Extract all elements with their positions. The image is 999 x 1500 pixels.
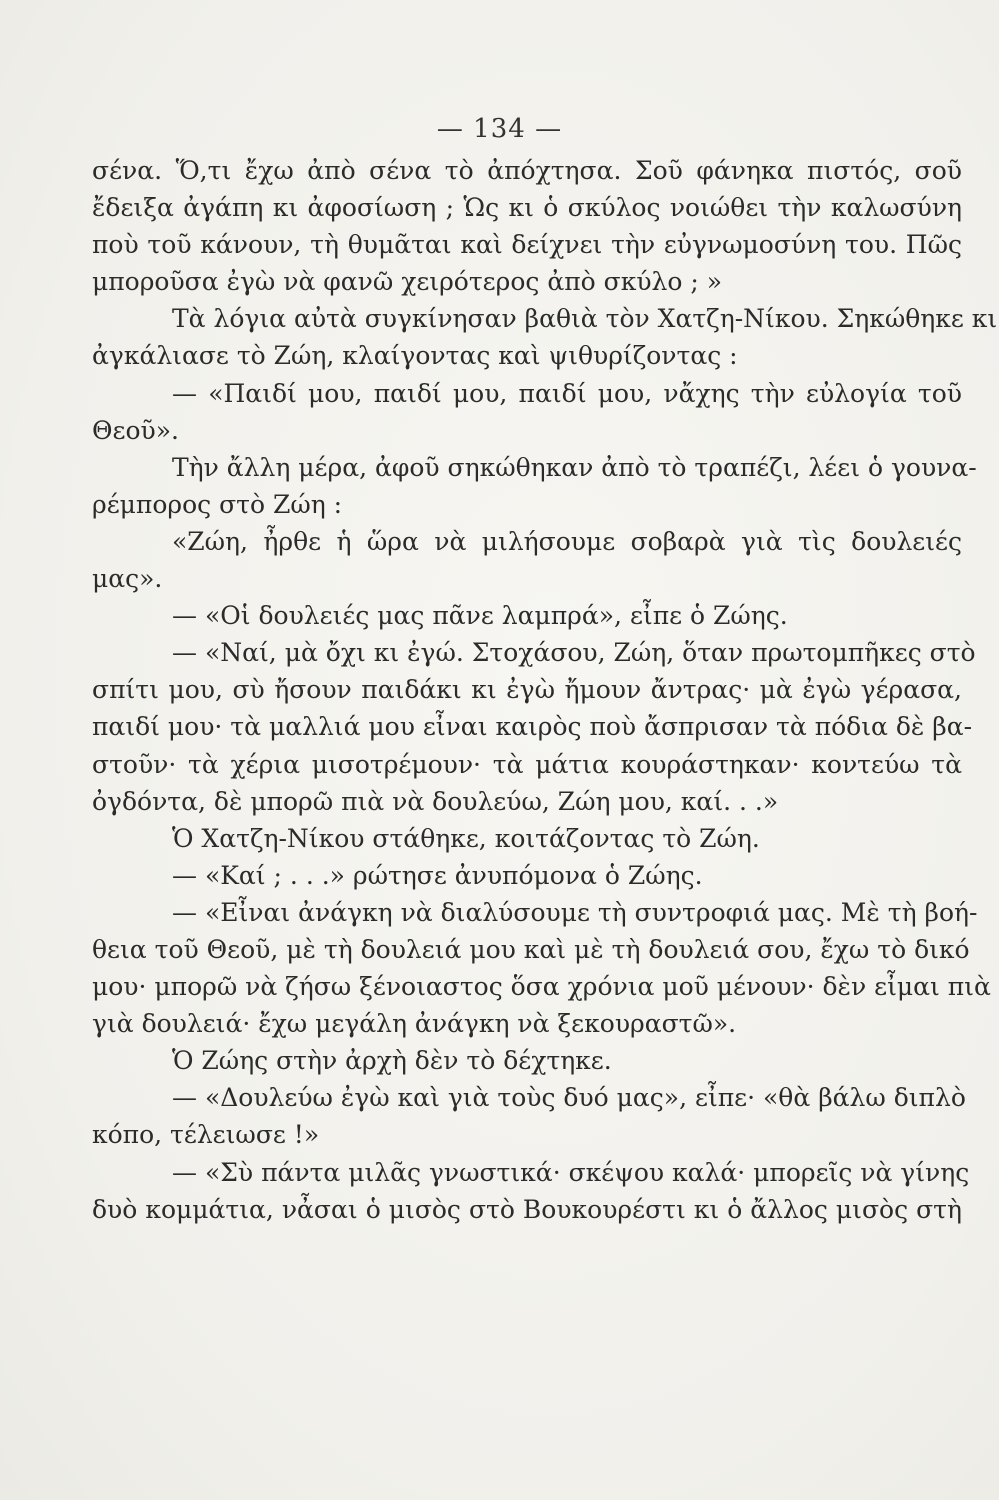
text-line: δυὸ κομμάτια, νἆσαι ὁ μισὸς στὸ Βουκουρέστι κι ὁ ἄλλος μισὸς στὴ: [92, 1194, 962, 1224]
text-line: Ὁ Χατζη-Νίκου στάθηκε, κοιτάζοντας τὸ Ζώη.: [172, 823, 760, 853]
text-line: στοῦν· τὰ χέρια μισοτρέμουν· τὰ μάτια κουράστηκαν· κοντεύω τὰ: [92, 749, 962, 779]
text-line: — «Σὺ πάντα μιλᾶς γνωστικά· σκέψου καλά· μπορεῖς νὰ γίνης: [172, 1157, 970, 1187]
text-line: — «Παιδί μου, παιδί μου, παιδί μου, νἄχης τὴν εὐλογία τοῦ: [172, 378, 962, 408]
text-line: μας».: [92, 564, 163, 594]
text-line: θεια τοῦ Θεοῦ, μὲ τὴ δουλειά μου καὶ μὲ τὴ δουλειά σου, ἔχω τὸ δικό: [92, 934, 970, 964]
text-line: κόπο, τέλειωσε !»: [92, 1120, 320, 1150]
text-line: σπίτι μου, σὺ ἤσουν παιδάκι κι ἐγὼ ἤμουν ἄντρας· μὰ ἐγὼ γέρασα,: [92, 675, 962, 705]
text-line: μου· μπορῶ νὰ ζήσω ξένοιαστος ὅσα χρόνια μοῦ μένουν· δὲν εἶμαι πιὰ: [92, 972, 991, 1002]
text-line: — «Δουλεύω ἐγὼ καὶ γιὰ τοὺς δυό μας», εἶπε· «θὰ βάλω διπλὸ: [172, 1083, 966, 1113]
text-line: — «Οἱ δουλειές μας πᾶνε λαμπρά», εἶπε ὁ Ζώης.: [172, 601, 788, 631]
page-number: — 134 —: [436, 114, 563, 144]
text-line: Ὁ Ζώης στὴν ἀρχὴ δὲν τὸ δέχτηκε.: [172, 1046, 612, 1076]
text-line: — «Ναί, μὰ ὄχι κι ἐγώ. Στοχάσου, Ζώη, ὅταν πρωτομπῆκες στὸ: [172, 638, 976, 668]
text-line: ὀγδόντα, δὲ μπορῶ πιὰ νὰ δουλεύω, Ζώη μου, καί. . .»: [92, 786, 779, 816]
text-line: — «Καί ; . . .» ρώτησε ἀνυπόμονα ὁ Ζώης.: [172, 860, 703, 890]
text-line: σένα. Ὅ,τι ἔχω ἀπὸ σένα τὸ ἀπόχτησα. Σοῦ φάνηκα πιστός, σοῦ: [92, 156, 962, 185]
text-line: Τὰ λόγια αὐτὰ συγκίνησαν βαθιὰ τὸν Χατζη-Νίκου. Σηκώθηκε κι: [172, 304, 998, 334]
text-line: «Ζώη, ἦρθε ἡ ὥρα νὰ μιλήσουμε σοβαρὰ γιὰ τὶς δουλειές: [172, 526, 962, 556]
text-line: ποὺ τοῦ κάνουν, τὴ θυμᾶται καὶ δείχνει τὴν εὐγνωμοσύνη του. Πῶς: [92, 230, 962, 260]
text-line: ρέμπορος στὸ Ζώη :: [92, 489, 343, 519]
text-line: Τὴν ἄλλη μέρα, ἀφοῦ σηκώθηκαν ἀπὸ τὸ τραπέζι, λέει ὁ γουνα-: [172, 452, 977, 482]
text-line: Θεοῦ».: [92, 415, 179, 445]
text-line: ἀγκάλιασε τὸ Ζώη, κλαίγοντας καὶ ψιθυρίζοντας :: [92, 341, 738, 371]
text-line: ἔδειξα ἀγάπη κι ἀφοσίωση ; Ὡς κι ὁ σκύλος νοιώθει τὴν καλωσύνη: [92, 193, 962, 223]
text-line: μποροῦσα ἐγὼ νὰ φανῶ χειρότερος ἀπὸ σκύλο ; »: [92, 267, 723, 297]
body-text: [92, 152, 998, 1228]
text-line: παιδί μου· τὰ μαλλιά μου εἶναι καιρὸς ποὺ ἄσπρισαν τὰ πόδια δὲ βα-: [92, 712, 973, 742]
text-line: γιὰ δουλειά· ἔχω μεγάλη ἀνάγκη νὰ ξεκουραστῶ».: [92, 1009, 737, 1039]
text-line: — «Εἶναι ἀνάγκη νὰ διαλύσουμε τὴ συντροφιά μας. Μὲ τὴ βοή-: [172, 897, 978, 927]
